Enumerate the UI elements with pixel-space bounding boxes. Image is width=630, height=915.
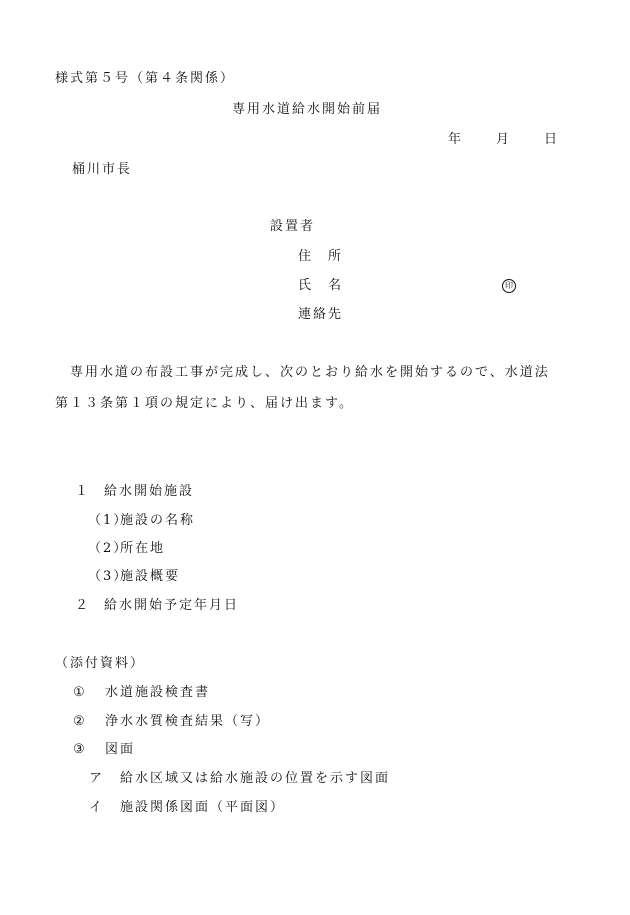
attachment-3a-number: ア: [89, 771, 105, 786]
attachment-3-label: 図面: [105, 742, 136, 757]
date-year: 年: [448, 132, 464, 147]
item-2-label: 給水開始予定年月日: [104, 598, 240, 613]
item-1-2-number: （2）: [88, 541, 129, 556]
attachments-heading: （添付資料）: [55, 656, 146, 671]
attachment-3b-number: イ: [89, 800, 105, 815]
attachment-1-number: ①: [73, 685, 87, 700]
item-1-2-label: 所在地: [120, 541, 166, 556]
attachment-2-number: ②: [73, 714, 87, 729]
date-month: 月: [496, 132, 512, 147]
address-label: 住 所: [298, 249, 344, 264]
applicant-heading: 設置者: [270, 219, 316, 234]
item-2-number: ２: [75, 598, 91, 613]
item-1-1-label: 施設の名称: [120, 513, 196, 528]
item-1-label: 給水開始施設: [104, 484, 195, 499]
body-line-1: 専用水道の布設工事が完成し、次のとおり給水を開始するので、水道法: [70, 365, 550, 380]
body-line-2: 第１３条第１項の規定により、届け出ます。: [55, 396, 354, 411]
attachment-1-label: 水道施設検査書: [105, 685, 211, 700]
date-day: 日: [544, 132, 560, 147]
attachment-2-label: 浄水水質検査結果（写）: [105, 714, 271, 729]
item-1-3-number: （3）: [88, 569, 129, 584]
seal-mark: 印: [502, 279, 516, 293]
document-title: 専用水道給水開始前届: [232, 102, 383, 117]
contact-label: 連絡先: [298, 307, 344, 322]
recipient: 桶川市長: [72, 162, 133, 177]
item-1-1-number: （1）: [88, 513, 129, 528]
item-1-number: １: [75, 484, 91, 499]
attachment-3b-label: 施設関係図面（平面図）: [120, 800, 286, 815]
attachment-3a-label: 給水区域又は給水施設の位置を示す図面: [120, 771, 391, 786]
name-label: 氏 名: [298, 278, 344, 293]
attachment-3-number: ③: [73, 742, 87, 757]
form-number: 様式第５号（第４条関係）: [55, 71, 236, 86]
item-1-3-label: 施設概要: [120, 569, 181, 584]
